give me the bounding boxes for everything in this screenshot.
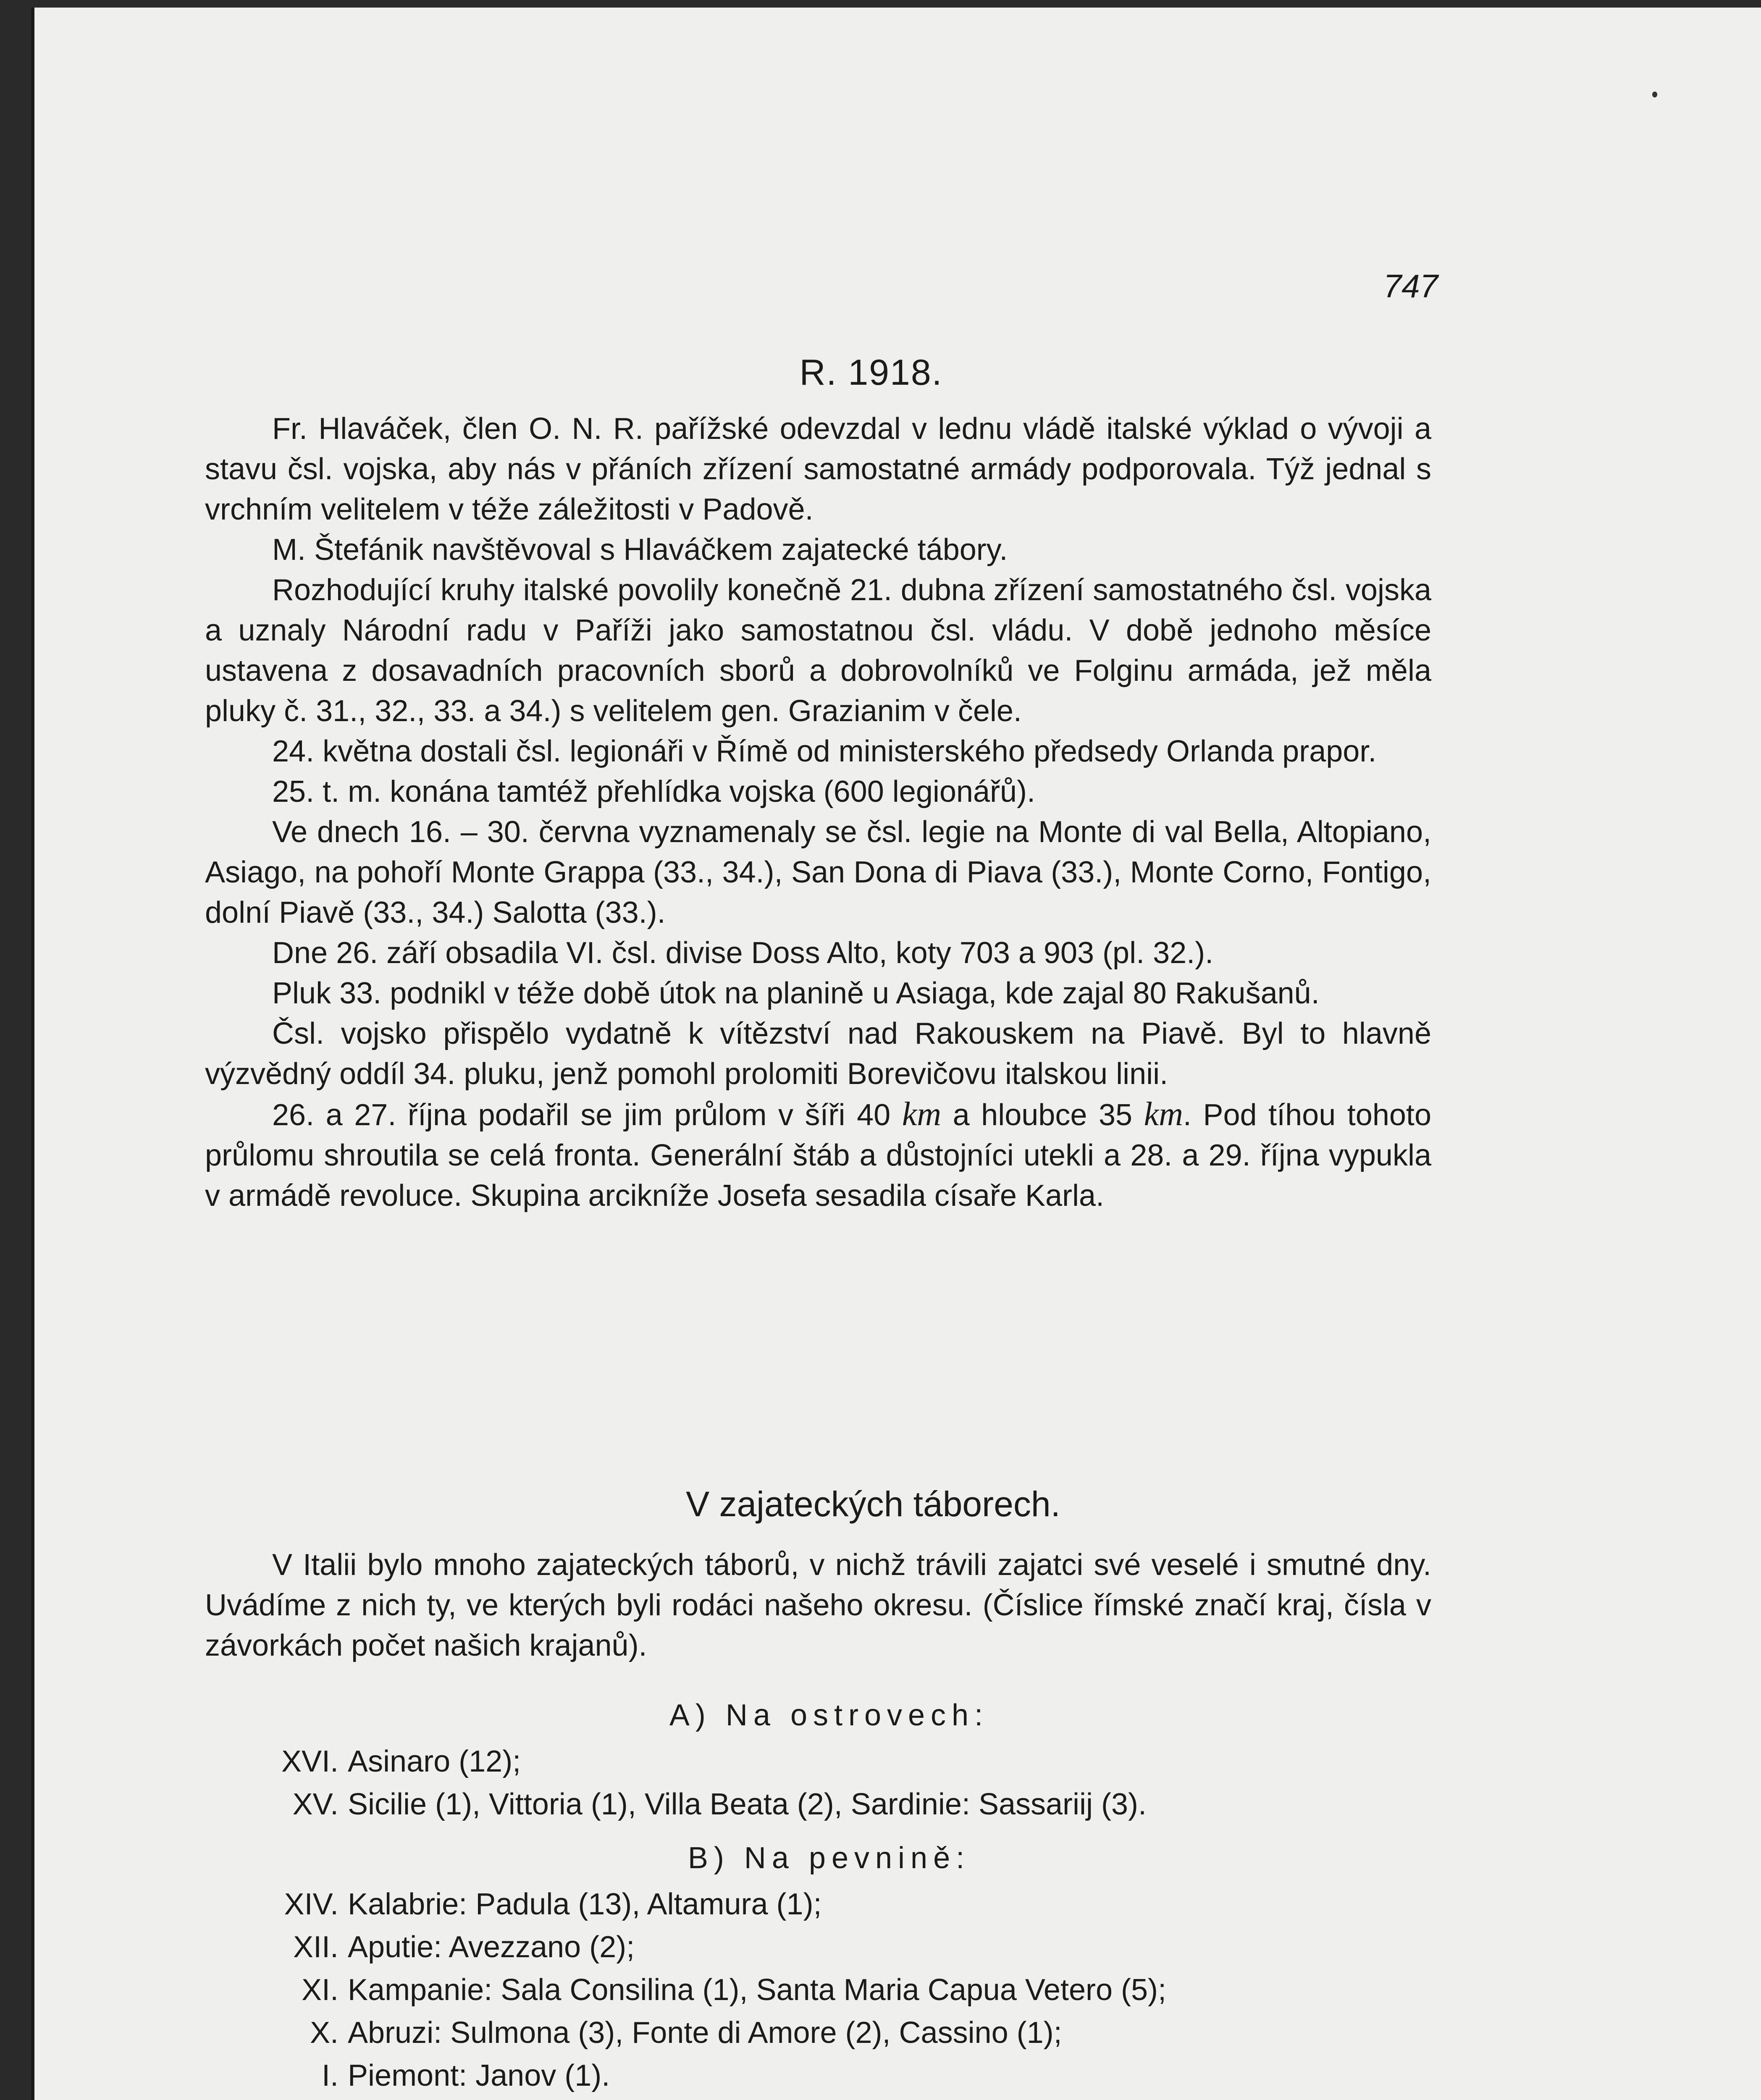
- subsection-title: V zajateckých táborech.: [686, 1484, 1060, 1524]
- paragraph: V Italii bylo mnoho zajateckých táborů, v nichž trávili zajatci své veselé i smutné dny. Uvádíme z nich ty, ve kterých byli rodáci našeho okresu. (Číslice římské značí kraj, čísla v závorkách počet našich krajanů).: [205, 1548, 1431, 1662]
- camp-entry: Abruzi: Sulmona (3), Fonte di Amore (2), Cassino (1);: [348, 2016, 1062, 2050]
- region-numeral: XV.: [292, 1788, 339, 1821]
- paragraph: Pluk 33. podnikl v téže době útok na planině u Asiaga, kde zajal 80 Rakušanů.: [272, 976, 1320, 1010]
- scanned-page: [31, 8, 1761, 2100]
- paragraph: Rozhodující kruhy italské povolily konečně 21. dubna zřízení samostatného čsl. vojska a uznaly Národní radu v Paříži jako samostatnou čsl. vládu. V době jednoho měsíce ustavena z dosavadních pracovních sborů a dobrovolníků ve Folginu armáda, jež měla pluky č. 31., 32., 33. a 34.) s velitelem gen. Grazianim v čele.: [205, 573, 1431, 728]
- region-numeral: X.: [310, 2016, 339, 2050]
- region-numeral: XI.: [301, 1973, 339, 2007]
- section-title: R. 1918.: [799, 352, 943, 393]
- text-run: a hloubce 35: [941, 1098, 1144, 1132]
- group-b-heading: B) Na pevnině:: [688, 1841, 971, 1875]
- text-run: . Pod tíhou tohoto průlomu shroutila se celá fronta. Generální štáb a důstojníci utekli a 28. a 29. října vypukla v armádě revoluce. Skupina arcikníže Josefa sesadila císaře Karla.: [205, 1098, 1431, 1213]
- paragraph-october: [205, 1094, 1431, 1216]
- paragraph: Ve dnech 16. – 30. června vyznamenaly se čsl. legie na Monte di val Bella, Altopiano, Asiago, na pohoří Monte Grappa (33., 34.), San Dona di Piava (33.), Monte Corno, Fontigo, dolní Piavě (33., 34.) Salotta (33.).: [205, 815, 1431, 929]
- paragraph: 25. t. m. konána tamtéž přehlídka vojska (600 legionářů).: [272, 775, 1035, 808]
- body-text: [205, 409, 1431, 1216]
- unit-km: km: [902, 1096, 942, 1133]
- camp-entry: Piemont: Janov (1).: [348, 2059, 610, 2092]
- paragraph: Fr. Hlaváček, člen O. N. R. pařížské odevzdal v lednu vládě italské výklad o vývoji a stavu čsl. vojska, aby nás v přáních zřízení samostatné armády podporovala. Týž jednal s vrchním velitelem v téže záležitosti v Padově.: [205, 412, 1431, 526]
- camp-entry: Aputie: Avezzano (2);: [348, 1930, 635, 1964]
- camp-entry: Sicilie (1), Vittoria (1), Villa Beata (2), Sardinie: Sassariij (3).: [348, 1788, 1147, 1821]
- page-edge-left: [31, 8, 34, 2100]
- camp-entry: Kampanie: Sala Consilina (1), Santa Maria Capua Vetero (5);: [348, 1973, 1167, 2007]
- paragraph: M. Štefánik navštěvoval s Hlaváčkem zajatecké tábory.: [272, 533, 1008, 567]
- unit-km: km: [1144, 1096, 1183, 1133]
- group-b-list: [205, 1883, 1465, 2097]
- page-number: 747: [1383, 268, 1438, 304]
- group-a-list: [205, 1740, 1465, 1826]
- paragraph: Čsl. vojsko přispělo vydatně k vítězství nad Rakouskem na Piavě. Byl to hlavně výzvědný oddíl 34. pluku, jenž pomohl prolomiti Borevičovu italskou linii.: [205, 1017, 1431, 1091]
- paragraph: 24. května dostali čsl. legionáři v Římě od ministerského předsedy Orlanda prapor.: [272, 735, 1377, 768]
- list-item: [205, 1783, 1465, 1826]
- region-numeral: XII.: [293, 1930, 339, 1964]
- region-numeral: XVI.: [281, 1745, 339, 1778]
- region-numeral: I.: [321, 2059, 339, 2092]
- list-item: [205, 1883, 1465, 1926]
- region-numeral: XIV.: [284, 1887, 339, 1921]
- list-item: [205, 1969, 1465, 2011]
- camp-entry: Kalabrie: Padula (13), Altamura (1);: [348, 1887, 822, 1921]
- list-item: [205, 2054, 1465, 2097]
- text-run: 26. a 27. října podařil se jim průlom v šíři 40: [272, 1098, 902, 1132]
- paragraph: Dne 26. září obsadila VI. čsl. divise Doss Alto, koty 703 a 903 (pl. 32.).: [272, 936, 1214, 970]
- list-item: [205, 1926, 1465, 1969]
- intro-paragraph: [205, 1545, 1431, 1666]
- list-item: [205, 1740, 1465, 1783]
- group-a-heading: A) Na ostrovech:: [669, 1698, 989, 1732]
- camp-entry: Asinaro (12);: [348, 1745, 521, 1778]
- list-item: [205, 2011, 1465, 2054]
